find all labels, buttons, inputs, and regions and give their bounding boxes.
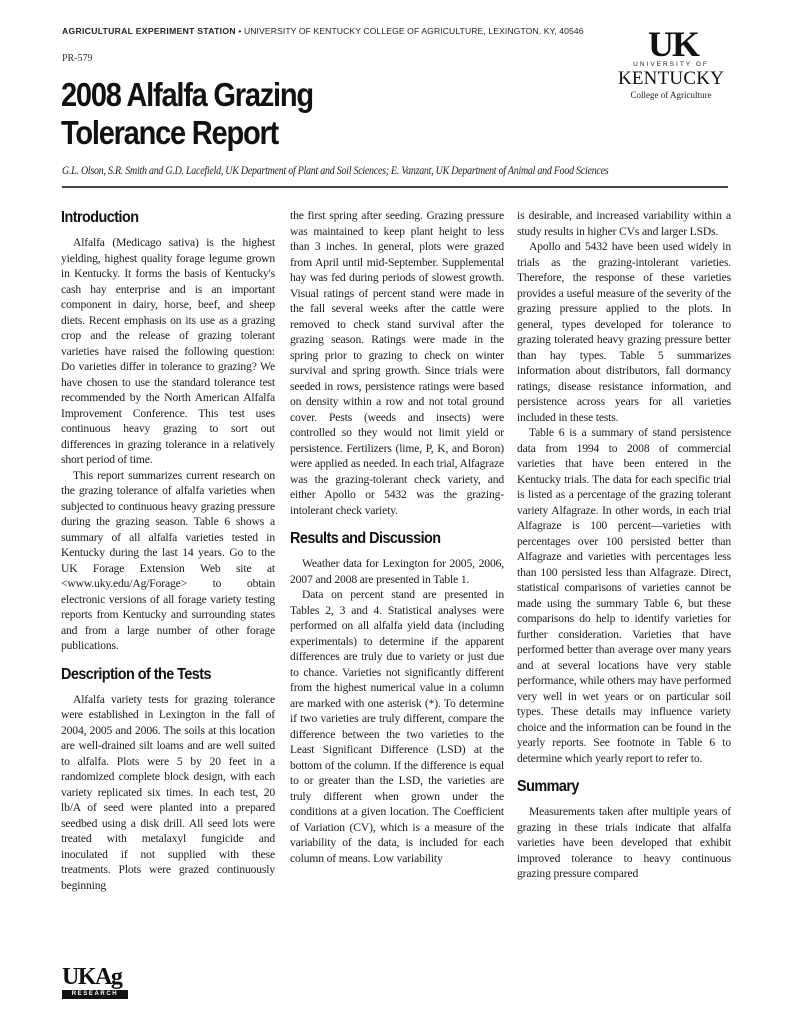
station-address: • UNIVERSITY OF KENTUCKY COLLEGE OF AGRICULTURE, LEXINGTON, KY, 40546 <box>235 26 584 36</box>
column-2 <box>290 208 504 866</box>
uk-logo-college: College of Agriculture <box>630 90 712 100</box>
ukag-logo-research: RESEARCH <box>62 990 128 999</box>
results-paragraph-1: Weather data for Lexington for 2005, 2006, 2007 and 2008 are presented in Table 1. <box>290 557 504 586</box>
publication-number: PR-579 <box>62 53 93 64</box>
title-line-2: Tolerance Report <box>61 114 278 151</box>
uk-logo-kentucky: KENTUCKY <box>617 68 725 89</box>
intro-paragraph-1: Alfalfa (Medicago sativa) is the highest yielding, highest quality forage legume grown in Kentucky. It forms the basis of Kentucky's cash hay enterprise and is an important component in dairy, horse, beef, and sheep diets. Recent emphasis on its use as a grazing crop and the release of grazing tolerant varieties have raised the following question: Do varieties differ in tolerance to grazing? We have chosen to use the standard tolerance test recommended by the North American Alfalfa Improvement Conference. This test uses continuous heavy grazing to sort out differences in grazing tolerance in a relatively short period of time. <box>61 236 275 466</box>
results-paragraph-4: Table 6 is a summary of stand persistence data from 1994 to 2008 of commercial varieties that have been entered in the Kentucky trials. The data for each specific trial is listed as a percentage of the grazing tolerant variety Alfagraze. In other words, in each trial Alfagraze is 100 percent—varieties with percentages over 100 persisted better than Alfagraze and varieties with percentages less than 100 persisted less than Alfagraze. Direct, statistical comparisons of varieties cannot be made using the summary Table 6, but these comparisons do help to identify varieties for further consideration. Varieties that have performed better than average over many years and at several locations have very stable performance, while others may have performed very well in wet years or on particular soil types. These details may influence variety choice and the information can be found in the yearly reports. See footnote in Table 6 to determine which yearly report to refer to. <box>517 426 731 765</box>
results-paragraph-2: Data on percent stand are presented in Tables 2, 3 and 4. Statistical analyses were performed on all alfalfa yield data (including experimentals) to determine if the apparent differences are truly due to variety or just due to chance. Varieties not significantly different from the highest numerical value in a column are marked with one asterisk (*). To determine if two varieties are truly different, compare the difference between the two varieties to the Least Significant Difference (LSD) at the bottom of the column. If the difference is equal to or greater than the LSD, the varieties are truly different when grown under the conditions at a given location. The Coefficient of Variation (CV), which is a measure of the variability of the data, is included for each column of means. Low variability <box>290 588 504 865</box>
results-heading: Results and Discussion <box>290 530 441 547</box>
header-divider <box>62 186 728 188</box>
section-spacer <box>290 518 504 529</box>
section-spacer <box>517 766 731 777</box>
uk-logo-university: UNIVERSITY OF <box>633 61 709 68</box>
ukag-research-logo <box>62 964 132 1000</box>
column-1 <box>61 208 275 893</box>
station-name: AGRICULTURAL EXPERIMENT STATION <box>62 26 236 36</box>
description-paragraph-1: Alfalfa variety tests for grazing tolerance were established in Lexington in the fall of 2004, 2005 and 2006. The soils at this location are well-drained silt loams and are well suited to alfalfa. Plots were 5 by 20 feet in a randomized complete block design, with each variety replicated six times. In each test, 20 lb/A of seed were planted into a prepared seedbed using a disk drill. All seed lots were treated with metalaxyl fungicide and inoculated if not supplied with these treatments. Plots were grazed continuously beginning <box>61 692 275 892</box>
column-3 <box>517 208 731 882</box>
title-line-1: 2008 Alfalfa Grazing <box>61 76 313 113</box>
results-paragraph-3: Apollo and 5432 have been used widely in trials as the grazing-intolerant varieties. Therefore, the response of these varieties provides a useful measure of the severity of the grazing pressure applied to the plots. In general, types developed for tolerance to grazing tolerated heavy grazing pressure better than hay types. Table 5 summarizes information about distributors, fall dormancy ratings, disease resistance information, and persistence across years for all varieties included in these tests. <box>517 240 731 424</box>
authors-line: G.L. Olson, S.R. Smith and G.D. Lacefield, UK Department of Plant and Soil Sciences; E. Vanzant, UK Department of Animal and Food Sciences <box>62 163 609 177</box>
station-line <box>62 26 622 36</box>
description-paragraph-1-continued: the first spring after seeding. Grazing pressure was maintained to keep plant height to less than 3 inches. In general, plots were grazed from April until mid-September. Supplemental hay was fed during periods of slowest growth. Visual ratings of percent stand were made in the fall several weeks after the cattle were removed to check stand survival after the grazing season. Ratings were made in the spring prior to grazing to check on winter survival and spring growth. Since trials were seeded in rows, persistence ratings were based on density within a row and not total ground cover. Pests (weeds and insects) were controlled so they would not limit yield or persistence. Fertilizers (lime, P, K, and Boron) were applied as needed. In each trial, Alfagraze was the grazing-tolerant check variety, and either Apollo or 5432 was the grazing-intolerant check variety. <box>290 209 504 517</box>
intro-paragraph-2: This report summarizes current research on the grazing tolerance of alfalfa varieties when subjected to continuous heavy grazing pressure during the grazing season. Table 6 shows a summary of all alfalfa varieties tested in Kentucky during the last 14 years. Go to the UK Forage Extension Web site at <www.uky.edu/Ag/Forage> to obtain electronic versions of all forage variety testing reports from Kentucky and surrounding states and from a large number of other forage publications. <box>61 468 275 652</box>
section-spacer <box>61 654 275 665</box>
summary-paragraph-1: Measurements taken after multiple years of grazing in these trials indicate that alfalfa varieties have been developed that exhibit improved tolerance to heavy continuous grazing pressure compared <box>517 805 731 880</box>
description-heading: Description of the Tests <box>61 665 212 683</box>
uk-logo-mark: UK <box>648 24 698 64</box>
intro-heading: Introduction <box>61 209 139 226</box>
uk-college-logo <box>610 26 732 106</box>
results-paragraph-2-continued: is desirable, and increased variability within a study results in higher CVs and larger LSDs. <box>517 209 731 238</box>
ukag-logo-mark: UKAg <box>62 964 122 990</box>
summary-heading: Summary <box>517 778 579 795</box>
page-title <box>61 76 475 152</box>
